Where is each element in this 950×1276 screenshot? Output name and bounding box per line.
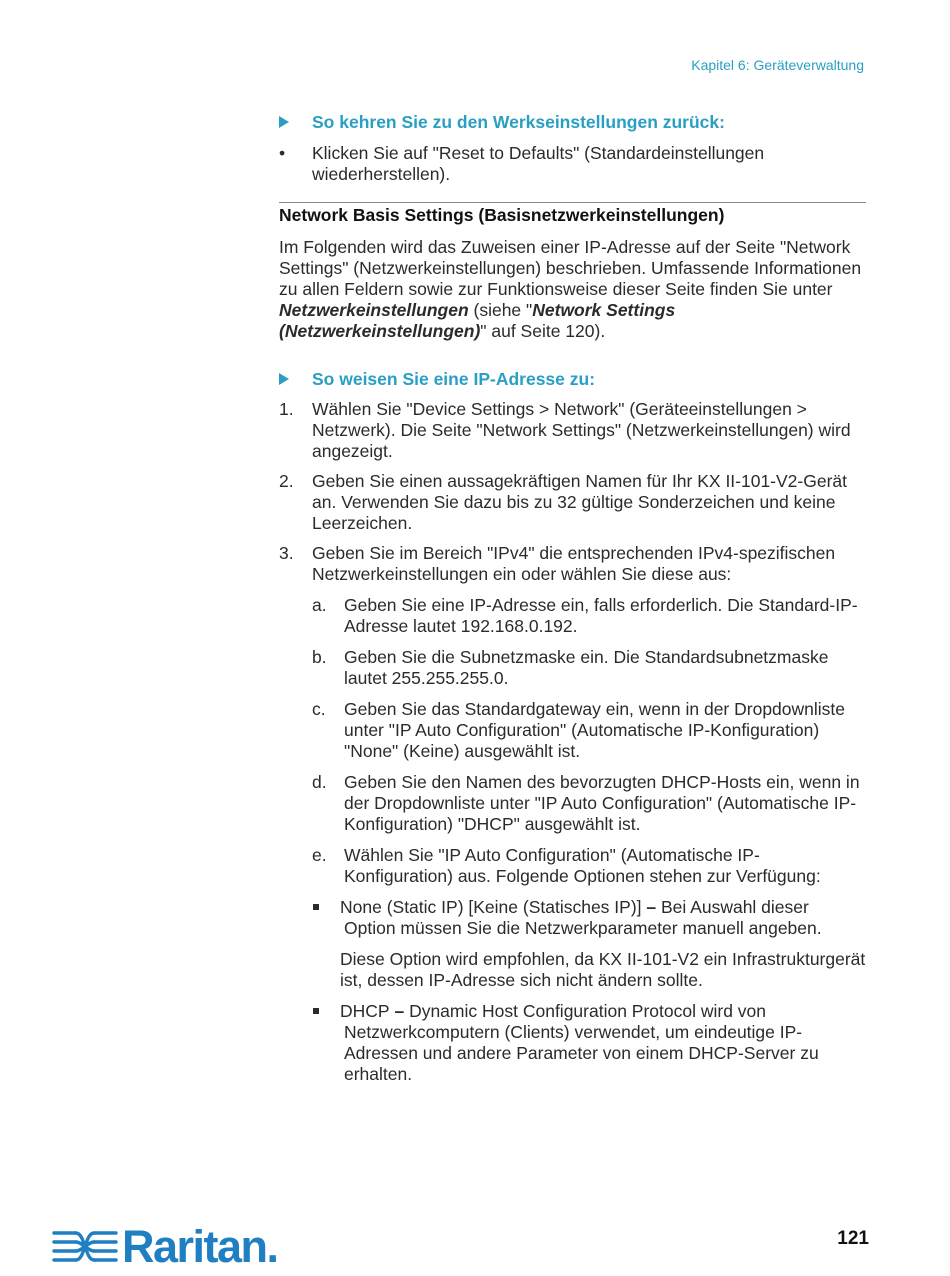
substep-item (279, 647, 866, 689)
option-note: Diese Option wird empfohlen, da KX II-101-V2 ein Infrastrukturgerät ist, dessen IP-Adresse sich nicht ändern sollte. (340, 949, 866, 990)
option-label: DHCP (340, 1001, 390, 1021)
square-bullet-icon (313, 904, 319, 910)
step-item (279, 471, 866, 534)
substep-text: Geben Sie den Namen des bevorzugten DHCP-Hosts ein, wenn in der Dropdownliste unter "IP Auto Configuration" (Automatische IP-Konfiguration) "DHCP" ausgewählt ist. (344, 772, 860, 834)
option-dash: – (641, 897, 661, 917)
substep-letter: d. (312, 772, 327, 792)
page-number: 121 (837, 1228, 869, 1249)
step-number: 1. (279, 399, 294, 419)
procedure-heading-reset (279, 110, 866, 134)
main-content (279, 110, 866, 1085)
step-text: Geben Sie im Bereich "IPv4" die entsprechenden IPv4-spezifischen Netzwerkeinstellungen ein oder wählen Sie diese aus: (312, 543, 836, 584)
intro-text: Im Folgenden wird das Zuweisen einer IP-Adresse auf der Seite "Network Settings" (Netzwerkeinstellungen) beschrieben. Umfassende Informationen zu allen Feldern sowie zur Funktionsweise dieser Seite finden Sie unter (279, 237, 862, 299)
substep-letter: b. (312, 647, 327, 667)
option-label: None (Static IP) [Keine (Statisches IP)] (340, 897, 642, 917)
intro-end: " auf Seite 120). (480, 321, 606, 341)
substep-letter: c. (312, 699, 326, 719)
substep-text: Geben Sie die Subnetzmaske ein. Die Standardsubnetzmaske lautet 255.255.255.0. (344, 647, 829, 688)
procedure-heading-ip (279, 367, 866, 391)
option-text-continued: Option müssen Sie die Netzwerkparameter manuell angeben. (344, 918, 822, 938)
raritan-logo-icon (52, 1230, 118, 1264)
procedure-heading-text: So weisen Sie eine IP-Adresse zu: (312, 369, 596, 389)
substep-letter: e. (312, 845, 327, 865)
option-text-continued: Netzwerkcomputern (Clients) verwendet, um eindeutige IP-Adressen und andere Parameter von einem DHCP-Server zu erhalten. (344, 1022, 819, 1084)
substep-item (279, 595, 866, 637)
substep-text: Geben Sie das Standardgateway ein, wenn in der Dropdownliste unter "IP Auto Configuration" (Automatische IP-Konfiguration) "None" (Keine) ausgewählt ist. (344, 699, 846, 761)
triangle-arrow-icon (279, 373, 289, 385)
step-item (279, 399, 866, 462)
intro-paragraph (279, 237, 866, 342)
substep-text: Wählen Sie "IP Auto Configuration" (Automatische IP-Konfiguration) aus. Folgende Optionen stehen zur Verfügung: (344, 845, 821, 886)
option-item (279, 897, 866, 939)
step-number: 2. (279, 471, 294, 491)
substep-item (279, 845, 866, 887)
option-item (279, 1001, 866, 1085)
substep-item (279, 699, 866, 762)
procedure-heading-text: So kehren Sie zu den Werkseinstellungen zurück: (312, 112, 725, 132)
step-text: Wählen Sie "Device Settings > Network" (Geräteeinstellungen > Netzwerk). Die Seite "Network Settings" (Netzwerkeinstellungen) wird angezeigt. (312, 399, 851, 461)
step-item (279, 543, 866, 585)
substep-text: Geben Sie eine IP-Adresse ein, falls erforderlich. Die Standard-IP-Adresse lautet 192.168.0.192. (344, 595, 858, 636)
substep-letter: a. (312, 595, 327, 615)
section-divider (279, 202, 866, 203)
option-dash: – (389, 1001, 410, 1021)
step-number: 3. (279, 543, 294, 563)
square-bullet-icon (313, 1008, 319, 1014)
intro-mid: (siehe " (468, 300, 533, 320)
bullet-dot-icon: • (279, 143, 286, 163)
substep-item (279, 772, 866, 835)
raritan-logo-text: Raritan. (122, 1221, 278, 1272)
option-text: Dynamic Host Configuration Protocol wird von (409, 1001, 767, 1021)
step-text: Geben Sie einen aussagekräftigen Namen für Ihr KX II-101-V2-Gerät an. Verwenden Sie dazu bis zu 32 gültige Sonderzeichen und keine Leerzeichen. (312, 471, 848, 533)
option-text: Bei Auswahl dieser (660, 897, 809, 917)
intro-link[interactable]: Netzwerkeinstellungen (279, 300, 469, 320)
bullet-text: Klicken Sie auf "Reset to Defaults" (Standardeinstellungen wiederherstellen). (312, 143, 765, 184)
triangle-arrow-icon (279, 116, 289, 128)
chapter-header: Kapitel 6: Geräteverwaltung (691, 57, 864, 73)
bullet-item (279, 143, 812, 185)
intro-reference[interactable]: Network Settings (Netzwerkeinstellungen) (279, 300, 676, 341)
section-title: Network Basis Settings (Basisnetzwerkeinstellungen) (279, 205, 725, 225)
